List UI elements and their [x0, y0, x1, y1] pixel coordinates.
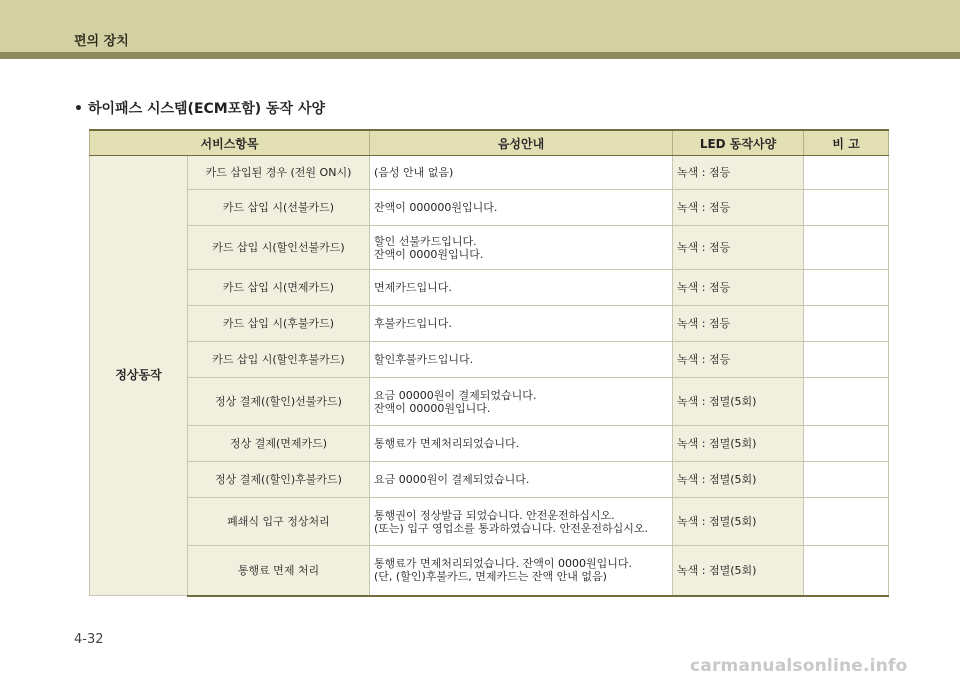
voice-line: 잔액이 00000원입니다.	[374, 401, 491, 415]
led-cell: 녹색 : 점멸(5회)	[673, 498, 804, 546]
header-band	[0, 0, 960, 52]
chapter-title: 편의 장치	[74, 34, 129, 49]
led-cell: 녹색 : 점멸(5회)	[673, 462, 804, 498]
voice-line: 잔액이 000000원입니다.	[374, 201, 498, 214]
voice-line: 요금 00000원이 결제되었습니다.	[374, 388, 537, 402]
voice-cell	[370, 462, 673, 498]
note-cell	[804, 342, 889, 378]
header-led: LED 동작사양	[673, 130, 804, 156]
header-rule	[0, 52, 960, 59]
voice-line: (단, (할인)후불카드, 면제카드는 잔액 안내 없음)	[374, 570, 607, 584]
table-row	[90, 342, 889, 378]
table-row	[90, 426, 889, 462]
page-number: 4-32	[74, 632, 104, 647]
table-row	[90, 462, 889, 498]
led-cell: 녹색 : 점멸(5회)	[673, 378, 804, 426]
table-row	[90, 498, 889, 546]
watermark: carmanualsonline.info	[690, 656, 908, 676]
service-cell: 통행료 면제 처리	[188, 546, 370, 596]
table-row	[90, 546, 889, 596]
note-cell	[804, 226, 889, 270]
voice-line: 잔액이 0000원입니다.	[374, 247, 484, 261]
voice-cell	[370, 226, 673, 270]
section-title-text: 하이패스 시스템(ECM포함) 동작 사양	[88, 101, 325, 117]
service-cell: 폐쇄식 입구 정상처리	[188, 498, 370, 546]
service-cell: 정상 결제((할인)후불카드)	[188, 462, 370, 498]
voice-cell	[370, 378, 673, 426]
table-row	[90, 190, 889, 226]
voice-cell	[370, 156, 673, 190]
led-cell: 녹색 : 점멸(5회)	[673, 546, 804, 596]
voice-line: (또는) 입구 영업소를 통과하였습니다. 안전운전하십시오.	[374, 521, 648, 535]
note-cell	[804, 306, 889, 342]
voice-cell	[370, 546, 673, 596]
note-cell	[804, 156, 889, 190]
led-cell: 녹색 : 점등	[673, 342, 804, 378]
header-voice: 음성안내	[370, 130, 673, 156]
led-cell: 녹색 : 점멸(5회)	[673, 426, 804, 462]
voice-cell	[370, 342, 673, 378]
bullet-icon: •	[74, 101, 83, 117]
voice-cell	[370, 426, 673, 462]
voice-line: 통행료가 면제처리되었습니다. 잔액이 0000원입니다.	[374, 557, 632, 571]
voice-line: 후불카드입니다.	[374, 317, 452, 330]
service-cell: 카드 삽입 시(면제카드)	[188, 270, 370, 306]
note-cell	[804, 462, 889, 498]
note-cell	[804, 190, 889, 226]
voice-line: 면제카드입니다.	[374, 281, 452, 294]
note-cell	[804, 270, 889, 306]
note-cell	[804, 378, 889, 426]
service-cell: 카드 삽입 시(선불카드)	[188, 190, 370, 226]
service-cell: 카드 삽입 시(후불카드)	[188, 306, 370, 342]
header-service: 서비스항목	[90, 130, 370, 156]
service-cell: 카드 삽입된 경우 (전원 ON시)	[188, 156, 370, 190]
table-row	[90, 226, 889, 270]
table-row	[90, 156, 889, 190]
voice-line: 할인후불카드입니다.	[374, 353, 474, 366]
voice-line: 통행권이 정상발급 되었습니다. 안전운전하십시오.	[374, 508, 615, 522]
voice-line: 할인 선불카드입니다.	[374, 234, 477, 248]
note-cell	[804, 546, 889, 596]
led-cell: 녹색 : 점등	[673, 270, 804, 306]
service-cell: 카드 삽입 시(할인선불카드)	[188, 226, 370, 270]
table-row	[90, 378, 889, 426]
header-note: 비 고	[804, 130, 889, 156]
table-header-row	[90, 130, 889, 156]
voice-cell	[370, 270, 673, 306]
voice-line: 요금 0000원이 결제되었습니다.	[374, 473, 530, 486]
hipass-spec-table	[89, 129, 889, 597]
note-cell	[804, 498, 889, 546]
led-cell: 녹색 : 점등	[673, 306, 804, 342]
led-cell: 녹색 : 점등	[673, 156, 804, 190]
voice-cell	[370, 190, 673, 226]
led-cell: 녹색 : 점등	[673, 226, 804, 270]
service-cell: 정상 결제(면제카드)	[188, 426, 370, 462]
section-title	[74, 98, 325, 118]
voice-line: 통행료가 면제처리되었습니다.	[374, 437, 520, 450]
led-cell: 녹색 : 점등	[673, 190, 804, 226]
voice-cell	[370, 306, 673, 342]
service-cell: 카드 삽입 시(할인후불카드)	[188, 342, 370, 378]
voice-line: (음성 안내 없음)	[374, 166, 454, 179]
note-cell	[804, 426, 889, 462]
table-row	[90, 306, 889, 342]
group-label: 정상동작	[90, 156, 188, 596]
service-cell: 정상 결제((할인)선불카드)	[188, 378, 370, 426]
voice-cell	[370, 498, 673, 546]
table-row	[90, 270, 889, 306]
